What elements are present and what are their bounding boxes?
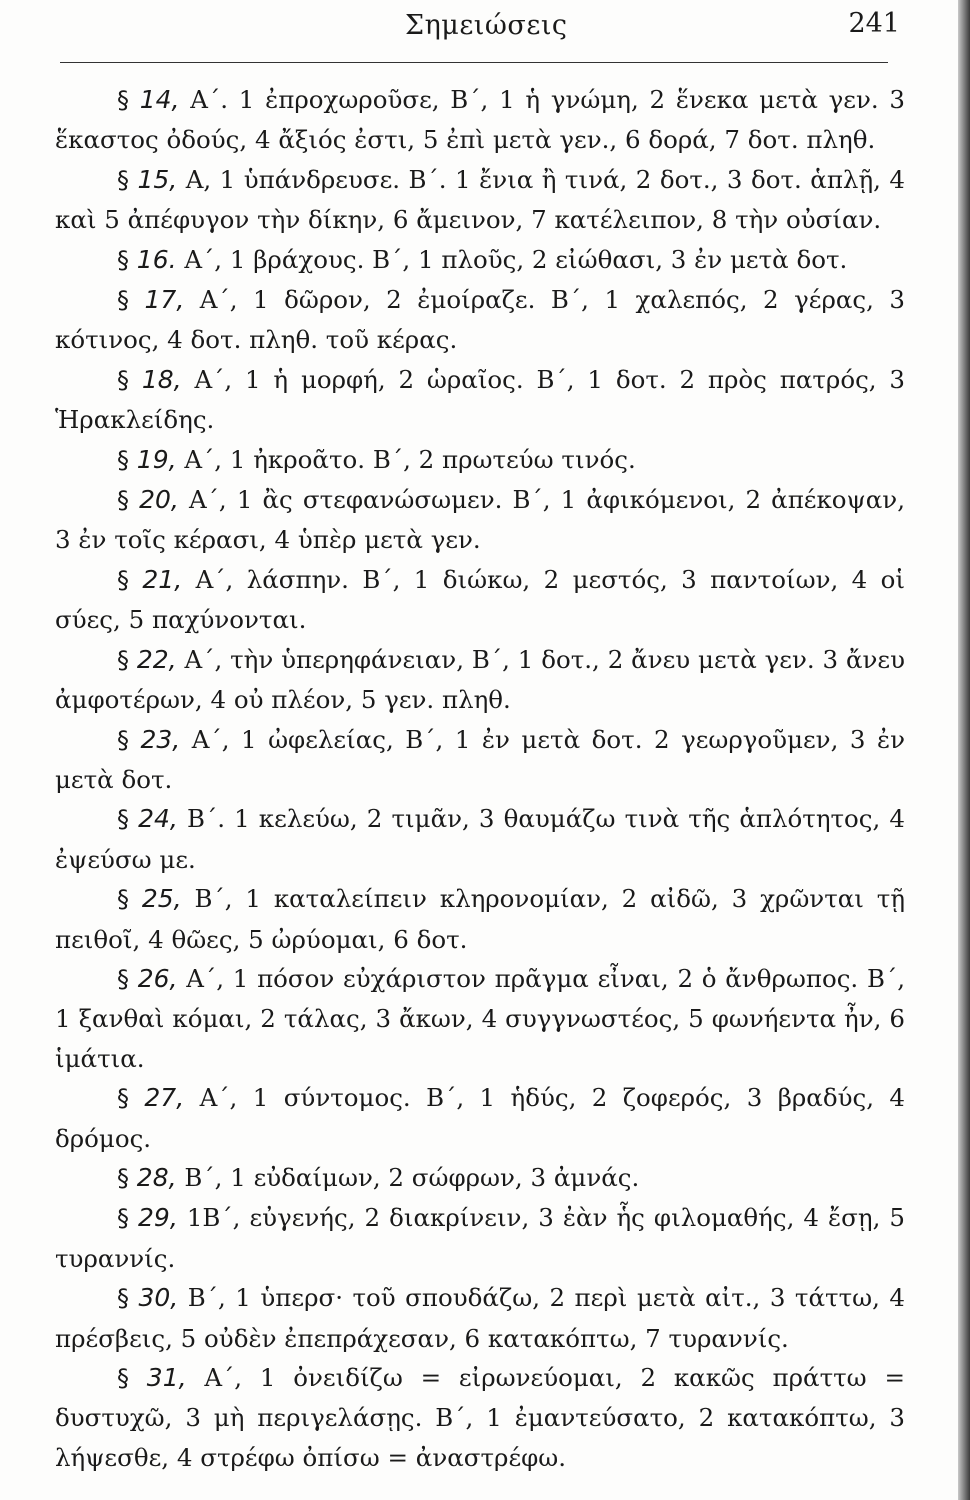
note-19 (55, 440, 905, 480)
note-number: 30, (138, 1283, 179, 1313)
note-20 (55, 480, 905, 560)
note-number: 23, (140, 724, 181, 754)
note-number: 25, (141, 884, 182, 914)
note-text: Α΄, 1 πόσον εὐχάριστον πρᾶγμα εἶναι, 2 ὁ ἄνθρωπος. Β΄, 1 ξανθαὶ κόμαι, 2 τάλας, 3 ἄκων, 4 συγγνωστέος, 5 φωνήεντα ἦν, 6 ἱμάτια. (55, 963, 905, 1073)
note-text: Β΄. 1 κελεύω, 2 τιμᾶν, 3 θαυμάζω τινὰ τῆς ἁπλότητος, 4 ἐψεύσω με. (55, 804, 905, 874)
note-16 (55, 240, 905, 280)
section-sign: § (117, 445, 129, 474)
section-sign: § (117, 645, 129, 674)
note-text: Α΄, λάσπην. Β΄, 1 διώκω, 2 μεστός, 3 παντοίων, 4 οἱ σύες, 5 παχύνονται. (55, 564, 905, 635)
section-sign: § (117, 365, 129, 394)
note-number: 28, (136, 1162, 177, 1192)
note-25 (55, 879, 905, 959)
note-number: 17, (144, 285, 185, 315)
page-edge-shadow (958, 0, 970, 1500)
note-text: Β΄, 1 εὐδαίμων, 2 σώφρων, 3 ἀμνάς. (184, 1162, 640, 1192)
note-30 (55, 1278, 905, 1358)
section-sign: § (117, 286, 129, 315)
note-15 (55, 160, 905, 240)
note-text: Β΄, 1 ὑπερσ· τοῦ σπουδάζω, 2 περὶ μετὰ αἰτ., 3 τάττω, 4 πρέσβεις, 5 οὐδὲν ἐπεπράχεσαν, 6 κατακόπτω, 7 τυραννίς. (55, 1283, 905, 1353)
note-text: Α΄, 1 σύντομος. Β΄, 1 ἡδύς, 2 ζοφερός, 3 βραδύς, 4 δρόμος. (55, 1083, 905, 1153)
running-title: Σημειώσεις (405, 10, 568, 41)
note-number: 21, (142, 564, 183, 594)
note-14 (55, 80, 905, 160)
section-sign: § (117, 805, 129, 834)
note-31 (55, 1358, 905, 1477)
note-29 (55, 1198, 905, 1278)
header-rule (60, 62, 888, 63)
section-sign: § (117, 165, 129, 194)
note-number: 14, (139, 85, 180, 114)
note-number: 20, (139, 485, 179, 515)
section-sign: § (117, 1284, 129, 1313)
note-text: Α΄, 1 ὀνειδίζω = εἰρωνεύομαι, 2 κακῶς πράττω = δυστυχῶ, 3 μὴ περιγελάσῃς. Β΄, 1 ἐμαντεύσατο, 2 κατακόπτω, 3 λήψεσθε, 4 στρέφω ὀπίσω = ἀναστρέφω. (55, 1363, 905, 1472)
note-28 (55, 1158, 905, 1198)
section-sign: § (117, 486, 129, 515)
note-number: 19, (136, 444, 177, 474)
section-sign: § (117, 565, 129, 594)
section-sign: § (117, 964, 129, 993)
note-24 (55, 799, 905, 879)
section-sign: § (117, 86, 129, 114)
note-text: Α΄, 1 βράχους. Β΄, 1 πλοῦς, 2 εἰώθασι, 3 ἐν μετὰ δοτ. (184, 244, 848, 274)
note-text: Α΄, 1 ἠκροᾶτο. Β΄, 2 πρωτεύω τινός. (184, 444, 636, 474)
note-number: 18, (141, 364, 182, 394)
note-text: Α΄, 1 ὠφελείας, Β΄, 1 ἐν μετὰ δοτ. 2 γεωργοῦμεν, 3 ἐν μετὰ δοτ. (55, 724, 905, 794)
note-27 (55, 1078, 905, 1158)
section-sign: § (117, 1163, 129, 1192)
note-22 (55, 640, 905, 720)
page-header (60, 4, 900, 44)
note-text: Α΄, 1 ἡ μορφή, 2 ὡραῖος. Β΄, 1 δοτ. 2 πρὸς πατρός, 3 Ἡρακλείδης. (55, 364, 906, 435)
note-18 (55, 360, 905, 440)
section-sign: § (117, 1204, 129, 1233)
section-sign: § (117, 885, 129, 914)
note-number: 26, (137, 963, 178, 993)
note-text: Α΄, τὴν ὑπερηφάνειαν, Β΄, 1 δοτ., 2 ἄνευ μετὰ γεν. 3 ἄνευ ἀμφοτέρων, 4 οὐ πλέον, 5 γεν. πληθ. (55, 644, 905, 715)
page-number: 241 (848, 8, 900, 39)
note-text: Α΄, 1 δῶρον, 2 ἐμοίραζε. Β΄, 1 χαλεπός, 2 γέρας, 3 κότινος, 4 δοτ. πληθ. τοῦ κέρας. (55, 285, 905, 355)
section-sign: § (117, 1364, 129, 1392)
note-number: 27, (144, 1083, 185, 1113)
note-number: 24, (138, 804, 178, 834)
note-text: Α΄, 1 ἂς στεφανώσωμεν. Β΄, 1 ἀφικόμενοι, 2 ἀπέκοψαν, 3 ἐν τοῖς κέρασι, 4 ὑπὲρ μετὰ γεν. (55, 485, 905, 555)
note-26 (55, 959, 905, 1078)
note-21 (55, 560, 905, 640)
note-number: 29, (138, 1203, 178, 1233)
notes-list (55, 80, 905, 1477)
note-number: 15, (137, 164, 178, 194)
note-text: Α, 1 ὑπάνδρευσε. Β΄. 1 ἔνια ἢ τινά, 2 δοτ., 3 δοτ. ἁπλῇ, 4 καὶ 5 ἀπέφυγον τὴν δίκην, 6 ἄμεινον, 7 κατέλειπον, 8 τὴν οὐσίαν. (55, 164, 905, 235)
section-sign: § (117, 1084, 129, 1113)
note-number: 31, (146, 1363, 187, 1392)
section-sign: § (117, 725, 129, 754)
note-text: Α΄. 1 ἐπροχωροῦσε, Β΄, 1 ἡ γνώμη, 2 ἕνεκα μετὰ γεν. 3 ἕκαστος ὀδούς, 4 ἄξιός ἐστι, 5 ἐπὶ μετὰ γεν., 6 δορά, 7 δοτ. πληθ. (55, 85, 905, 155)
note-number: 22, (136, 644, 177, 674)
section-sign: § (117, 245, 129, 274)
note-text: 1Β΄, εὐγενής, 2 διακρίνειν, 3 ἐὰν ἧς φιλομαθής, 4 ἔσῃ, 5 τυραννίς. (55, 1203, 905, 1273)
note-17 (55, 280, 905, 360)
note-23 (55, 720, 905, 800)
note-number: 16. (136, 244, 177, 274)
note-text: Β΄, 1 καταλείπειν κληρονομίαν, 2 αἰδῶ, 3 χρῶνται τῇ πειθοῖ, 4 θῶες, 5 ὠρύομαι, 6 δοτ. (55, 884, 905, 954)
